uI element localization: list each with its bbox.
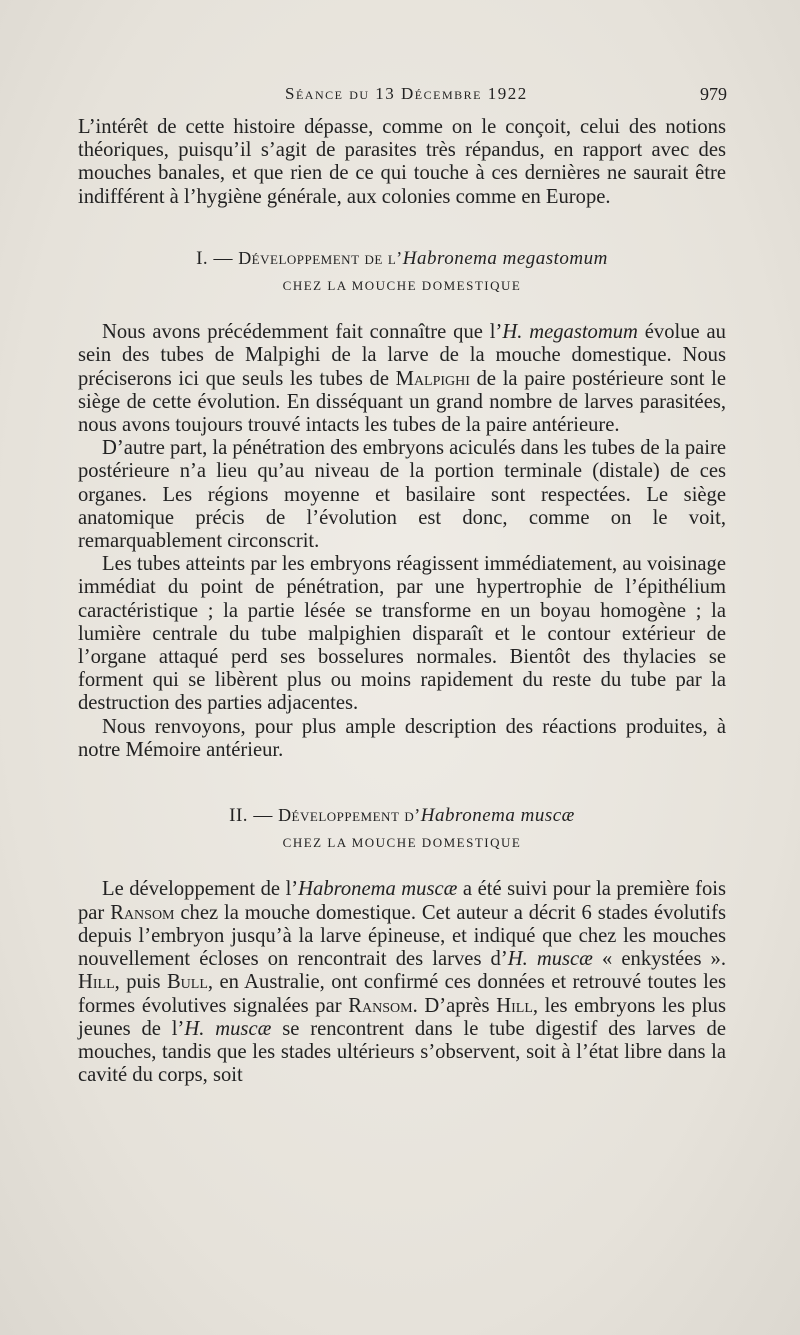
page-number: 979 xyxy=(700,84,727,104)
section-2-title-prefix: Développement d’ xyxy=(278,805,421,826)
section-2-subtitle: CHEZ LA MOUCHE DOMESTIQUE xyxy=(282,835,522,851)
section-1-dash: — xyxy=(213,247,233,269)
body-text xyxy=(78,116,726,1087)
text-run: Nous avons précédemment fait connaître que l’ xyxy=(102,321,503,344)
section-2-dash: — xyxy=(253,805,273,827)
text-run: , puis xyxy=(114,971,167,994)
section-1-paragraph-3: Les tubes atteints par les embryons réagissent immédiatement, au voisinage immédiat du point de pénétration, par une hypertrophie de l’épithélium caractéristique ; la partie lésée se transforme en un boyau homogène ; la lumière centrale du tube malpighien disparaît et le contour extérieur de l’organe attaqué perd ses bosselures normales. Bientôt des thylacies se forment qui se libèrent plus ou moins rapidement du reste du tube par la destruction des parties adjacentes. xyxy=(78,553,726,715)
text-run: de la paire postérieure sont le siège de cette évolution. En disséquant un grand nombre de larves parasitées, nous avons toujours trouvé intacts les tubes de la paire antérieure. xyxy=(78,367,726,437)
section-1-paragraph-4: Nous renvoyons, pour plus ample description des réactions produites, à notre Mémoire antérieur. xyxy=(78,715,726,761)
section-1-number: I. xyxy=(196,247,209,269)
section-1-title-prefix: Développement de l’ xyxy=(238,247,403,268)
text-run: a été suivi pour la première fois par xyxy=(78,878,726,924)
section-2-title xyxy=(78,804,726,827)
page-header xyxy=(0,84,800,114)
italic-run: Habronema muscæ xyxy=(298,878,458,901)
text-run: « enkystées ». xyxy=(592,948,727,971)
text-run: , en Australie, ont confirmé ces données et retrouvé toutes les formes évolutives signalées par xyxy=(78,971,726,1017)
text-run: , les embryons les plus jeunes de l’ xyxy=(78,994,726,1040)
section-1-title xyxy=(78,247,726,270)
text-run: chez la mouche domestique. Cet auteur a décrit 6 stades évolutifs depuis l’embryon jusqu’à la larve épineuse, et indiqué que chez les mouches nouvellement écloses on rencontrait des larves d’ xyxy=(78,901,726,971)
section-1-species: Habronema megastomum xyxy=(402,247,608,269)
text-run: Le développement de l’ xyxy=(102,878,299,901)
section-2-species: Habronema muscæ xyxy=(420,805,575,827)
author-name: Malpighi xyxy=(395,367,470,390)
author-name: Hill xyxy=(496,994,533,1017)
section-2-heading xyxy=(78,804,726,854)
section-1-paragraph-2: D’autre part, la pénétration des embryons aciculés dans les tubes de la paire postérieure n’a lieu qu’au niveau de la portion terminale (distale) de ces organes. Les régions moyenne et basilaire sont respectées. Le siège anatomique précis de l’évolution est donc, comme on le voit, remarquablement circonscrit. xyxy=(78,437,726,553)
text-run: . D’après xyxy=(412,994,497,1017)
section-1-subtitle: CHEZ LA MOUCHE DOMESTIQUE xyxy=(282,278,522,294)
italic-run: H. megastomum xyxy=(502,321,638,344)
section-1-heading xyxy=(78,247,726,297)
author-name: Hill xyxy=(78,971,115,994)
running-head: Séance du 13 Décembre 1922 xyxy=(285,84,528,103)
italic-run: H. muscæ xyxy=(507,948,593,971)
author-name: Bull xyxy=(166,971,208,994)
text-run: se rencontrent dans le tube digestif des larves de mouches, tandis que les stades ultérieurs s’observent, soit à l’état libre dans la cavité du corps, soit xyxy=(78,1017,726,1087)
section-2-number: II. xyxy=(229,805,249,827)
author-name: Ransom xyxy=(110,901,175,924)
section-2-paragraph-1 xyxy=(78,878,726,1087)
author-name: Ransom xyxy=(348,994,413,1017)
intro-paragraph: L’intérêt de cette histoire dépasse, comme on le conçoit, celui des notions théoriques, puisqu’il s’agit de parasites très répandus, en rapport avec des mouches banales, et que rien de ce qui touche à ces dernières ne saurait être indifférent à l’hygiène générale, aux colonies comme en Europe. xyxy=(78,116,726,208)
section-1-paragraph-1 xyxy=(78,321,726,437)
text-run: évolue au sein des tubes de Malpighi de la larve de la mouche domestique. Nous préciserons ici que seuls les tubes de xyxy=(78,321,726,390)
italic-run: H. muscæ xyxy=(184,1017,272,1040)
